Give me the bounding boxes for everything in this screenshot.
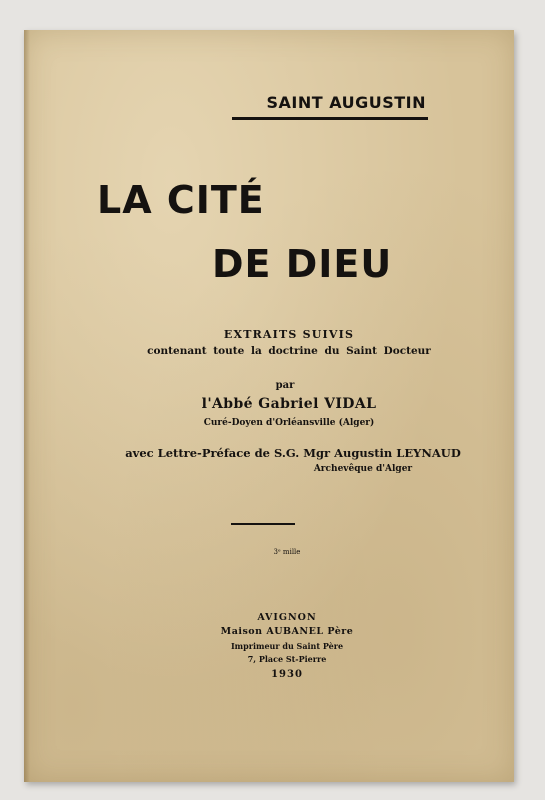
title-line-1: LA CITÉ	[97, 178, 265, 222]
editor-role: Curé-Doyen d'Orléansville (Alger)	[203, 418, 375, 428]
preface-credit: avec Lettre-Préface de S.G. Mgr Augustin LEYNAUD	[125, 446, 461, 460]
edition-note: 3ᵉ mille	[273, 548, 301, 556]
editor-name: l'Abbé Gabriel VIDAL	[201, 396, 377, 412]
printer-title: Imprimeur du Saint Père	[230, 641, 344, 651]
section-divider	[231, 523, 295, 525]
publisher-name: Maison AUBANEL Père	[220, 626, 354, 637]
author-underline	[232, 117, 428, 120]
title-line-2: DE DIEU	[212, 242, 393, 286]
book-cover	[24, 30, 514, 782]
publication-year: 1930	[271, 669, 303, 680]
publisher-address: 7, Place St-Pierre	[247, 654, 327, 664]
author-name: SAINT AUGUSTIN	[266, 93, 426, 112]
cover-edge-shadow	[24, 30, 30, 782]
publisher-city: AVIGNON	[257, 612, 317, 623]
subtitle-line-2: contenant toute la doctrine du Saint Docteur	[147, 345, 431, 357]
preface-role: Archevêque d'Alger	[313, 464, 413, 474]
subtitle-line-1: EXTRAITS SUIVIS	[223, 328, 355, 341]
by-label: par	[275, 380, 295, 391]
